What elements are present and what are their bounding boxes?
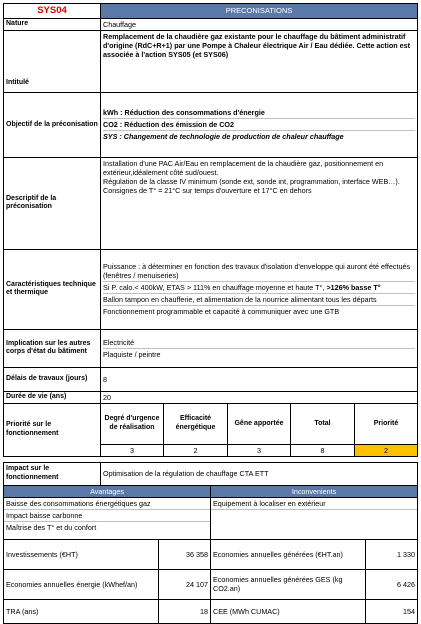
priorite-col-efficacite: Efficacité énergétique bbox=[164, 403, 228, 444]
investissements-label: Investissements (€HT) bbox=[4, 539, 159, 569]
priorite-label: Priorité sur le fonctionnement bbox=[4, 403, 101, 456]
avantages-header: Avantages bbox=[4, 485, 211, 497]
priorite-value-gene: 3 bbox=[228, 444, 291, 456]
avantage-item: Impact baisse carbonne bbox=[4, 510, 210, 522]
action-code: SYS04 bbox=[4, 4, 101, 19]
preconisation-sheet bbox=[3, 3, 417, 624]
priorite-value-efficacite: 2 bbox=[164, 444, 228, 456]
tra-value: 18 bbox=[159, 599, 211, 623]
duree-label: Durée de vie (ans) bbox=[4, 391, 101, 403]
descriptif-line: Consignes de T° = 21°C sur temps d'ouverture et 17°C en dehors bbox=[103, 185, 312, 195]
descriptif-label: Descriptif de la préconisation bbox=[4, 157, 101, 249]
priorite-value-total: 8 bbox=[291, 444, 355, 456]
implication-line: Electricité bbox=[103, 337, 415, 349]
eco-ges-label: Economies annuelles générées GES (kg CO2.an) bbox=[211, 569, 366, 599]
eco-energie-label: Economies annuelles énergie (kWhef/an) bbox=[4, 569, 159, 599]
priorite-col-urgence: Degré d'urgence de réalisation bbox=[101, 403, 164, 444]
implication-value bbox=[101, 329, 418, 367]
eco-generees-label: Economies annuelles générées (€HT.an) bbox=[211, 539, 366, 569]
nature-value: Chauffage bbox=[101, 18, 418, 30]
delais-label: Délais de travaux (jours) bbox=[4, 367, 101, 391]
investissements-value: 36 358 bbox=[159, 539, 211, 569]
caracteristiques-label: Caractéristiques technique et thermique bbox=[4, 249, 101, 329]
eco-generees-value: 1 330 bbox=[366, 539, 418, 569]
etas-text: Si P. calo.< 400kW, ETAS > 111% en chauffage moyenne et haute T°, bbox=[103, 283, 327, 293]
priorite-value-urgence: 3 bbox=[101, 444, 164, 456]
avantages-list bbox=[4, 497, 211, 539]
objectif-line-co2: CO2 : Réduction des émission de CO2 bbox=[103, 119, 415, 131]
priorite-col-priorite: Priorité bbox=[355, 403, 418, 444]
objectif-line-kwh: kWh : Réduction des consommations d'énergie bbox=[103, 107, 415, 119]
duree-value: 20 bbox=[101, 391, 418, 403]
descriptif-value bbox=[101, 157, 418, 249]
caracteristiques-value bbox=[101, 249, 418, 329]
objectif-value bbox=[101, 92, 418, 157]
impact-label: Impact sur le fonctionnement bbox=[4, 462, 101, 485]
caracteristiques-line: Fonctionnement programmable et capacité à communiquer avec une GTB bbox=[103, 307, 340, 317]
priorite-value-priorite: 2 bbox=[355, 444, 418, 456]
intitule-value: Remplacement de la chaudière gaz existante pour le chauffage du bâtiment administratif d'origine (RdC+R+1) par une Pompe à Chaleur électrique Air / Eau dédiée. Cette action est associée à l'action SYS05 (et SYS06) bbox=[101, 30, 418, 92]
avantage-item: Baisse des consommations énergétiques gaz bbox=[4, 498, 210, 510]
nature-label: Nature bbox=[4, 18, 101, 30]
inconvenient-item: Equipement à localiser en extérieur bbox=[211, 498, 417, 510]
priorite-col-gene: Gêne apportée bbox=[228, 403, 291, 444]
intitule-label: Intitulé bbox=[4, 30, 101, 92]
cee-value: 154 bbox=[366, 599, 418, 623]
caracteristiques-line: Puissance : à déterminer en fonction des travaux d'isolation d'enveloppe qui auront été effectués (fenêtres / menuiseries) bbox=[103, 261, 415, 282]
cee-label: CEE (MWh CUMAC) bbox=[211, 599, 366, 623]
priorite-col-total: Total bbox=[291, 403, 355, 444]
sheet-title: PRECONISATIONS bbox=[101, 4, 418, 19]
tra-label: TRA (ans) bbox=[4, 599, 159, 623]
caracteristiques-line bbox=[103, 282, 415, 294]
implication-label: Implication sur les autres corps d'état du bâtiment bbox=[4, 329, 101, 367]
etas-bold-text: >126% basse T° bbox=[326, 283, 381, 293]
avantage-item: Maîtrise des T° et du confort bbox=[6, 522, 97, 532]
descriptif-line: Régulation de la classe IV minimum (sonde ext, sonde int, programmation, interface WEB…). bbox=[103, 176, 400, 186]
eco-energie-value: 24 107 bbox=[159, 569, 211, 599]
pros-cons-table bbox=[3, 485, 418, 624]
objectif-label: Objectif de la préconisation bbox=[4, 92, 101, 157]
impact-value: Optimisation de la régulation de chauffage CTA ETT bbox=[101, 462, 418, 485]
main-table bbox=[3, 3, 418, 404]
descriptif-line: Installation d'une PAC Air/Eau en remplacement de la chaudière gaz, positionnement en extérieur,idéalement côté sud/ouest. bbox=[103, 158, 384, 177]
delais-value: 8 bbox=[101, 367, 418, 391]
inconvenients-list bbox=[211, 497, 418, 539]
eco-ges-value: 6 426 bbox=[366, 569, 418, 599]
inconvenients-header: Inconvenients bbox=[211, 485, 418, 497]
caracteristiques-line: Ballon tampon en chaufferie, et alimentation de la nourrice alimentant tous les départs bbox=[103, 294, 415, 306]
objectif-line-sys: SYS : Changement de technologie de production de chaleur chauffage bbox=[103, 132, 344, 142]
priority-table bbox=[3, 403, 418, 457]
impact-table bbox=[3, 462, 418, 486]
implication-line: Plaquiste / peintre bbox=[103, 349, 161, 359]
